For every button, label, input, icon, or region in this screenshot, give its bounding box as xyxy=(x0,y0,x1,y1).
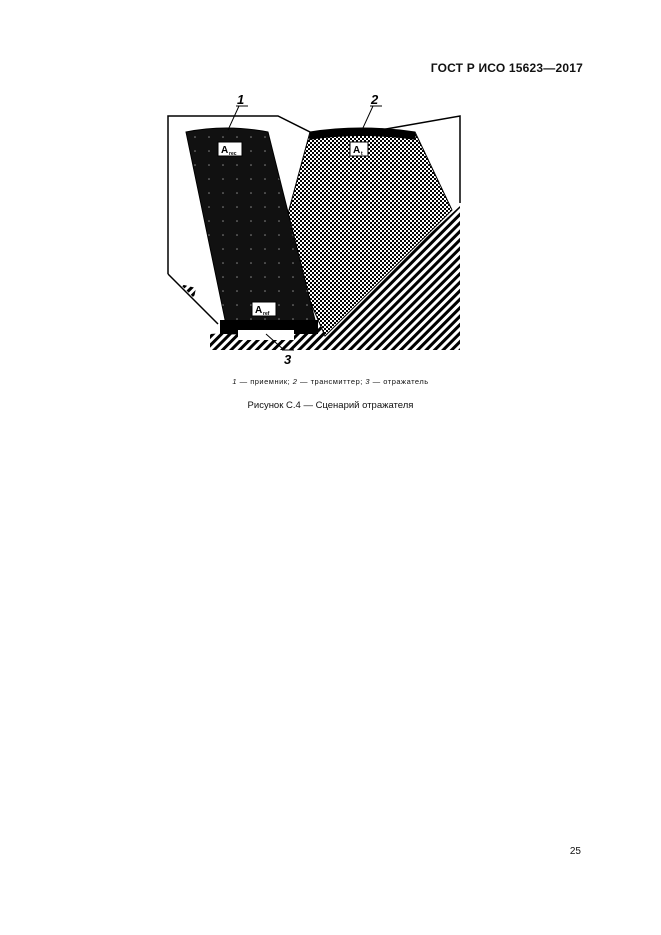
callout-receiver xyxy=(228,92,248,130)
svg-text:1: 1 xyxy=(237,92,245,107)
svg-text:2: 2 xyxy=(371,92,379,107)
legend-num-1: 1 xyxy=(232,377,238,386)
transmitter-top-label xyxy=(350,142,368,157)
legend-num-2: 2 xyxy=(292,377,298,386)
page-number: 25 xyxy=(569,846,581,857)
legend-text-receiver: приемник; xyxy=(250,377,291,386)
receiver-bottom-gap xyxy=(238,330,294,340)
svg-text:A: A xyxy=(353,145,361,156)
legend-text-transmitter: трансмиттер; xyxy=(310,377,363,386)
legend-text-reflector: отражатель xyxy=(383,377,429,386)
svg-text:ref: ref xyxy=(263,311,270,317)
receiver-bottom-label xyxy=(252,302,276,317)
document-standard-code: ГОСТ Р ИСО 15623—2017 xyxy=(430,61,583,75)
outline-left-diagonal xyxy=(168,274,218,324)
svg-text:3: 3 xyxy=(284,352,292,367)
receiver-top-label xyxy=(218,142,242,157)
svg-text:rec: rec xyxy=(229,151,237,157)
svg-text:A: A xyxy=(255,305,263,316)
svg-text:t: t xyxy=(361,151,363,157)
reflector-scenario-figure xyxy=(160,88,470,367)
callout-transmitter xyxy=(362,92,382,130)
figure-legend: 1 — приемник; 2 — трансмиттер; 3 — отражатель xyxy=(232,377,429,386)
figure-caption: Рисунок С.4 — Сценарий отражателя xyxy=(247,400,414,411)
legend-num-3: 3 xyxy=(365,377,371,386)
svg-text:A: A xyxy=(221,145,229,156)
figure-drawing xyxy=(160,88,470,367)
left-hatch-wedge xyxy=(180,284,196,298)
